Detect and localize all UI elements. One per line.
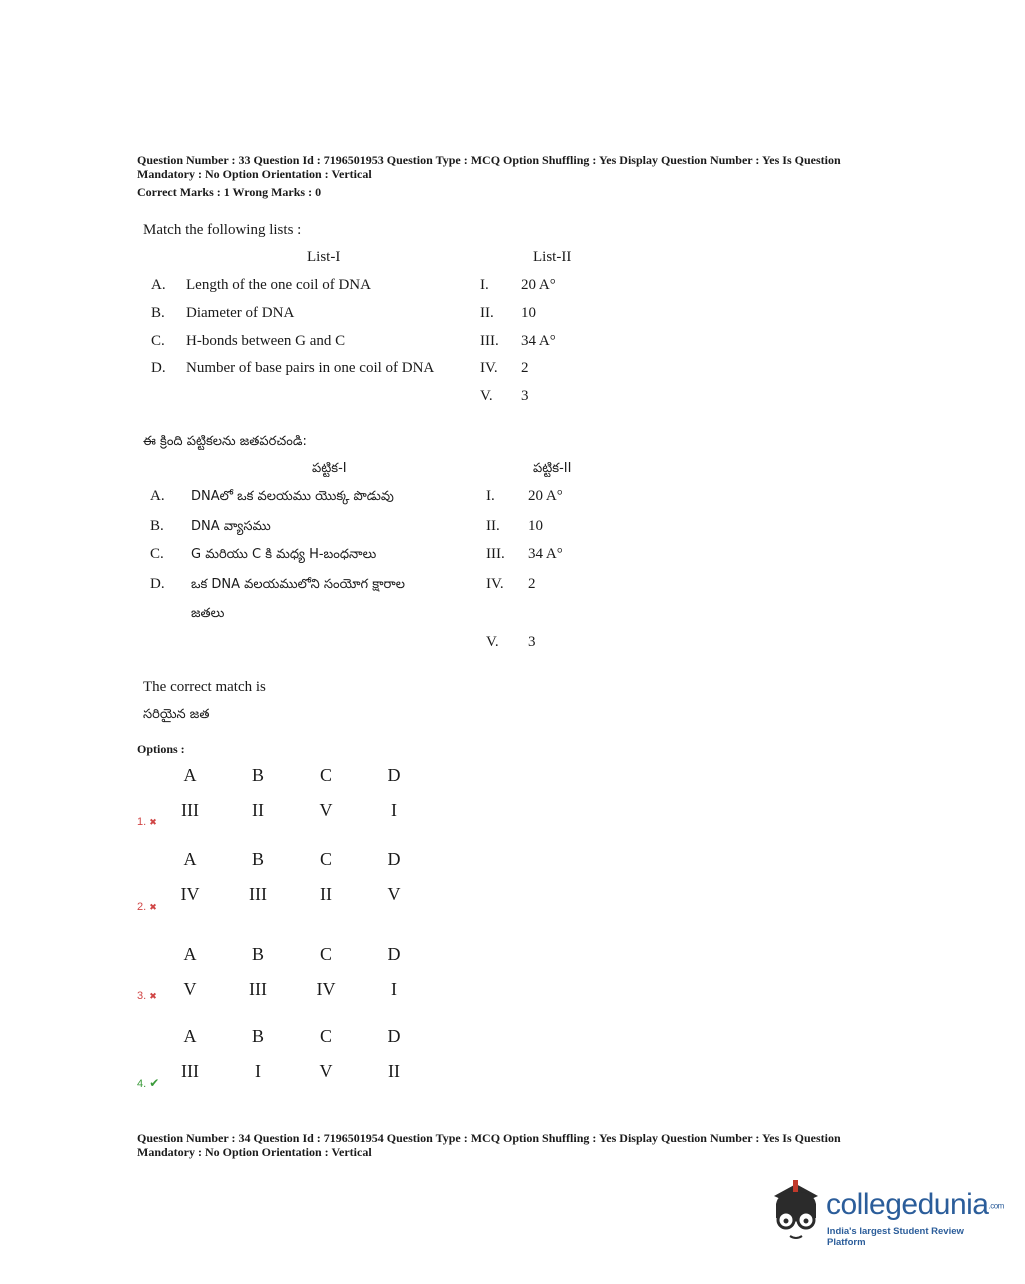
q34-meta-line-2: Mandatory : No Option Orientation : Vertical (137, 1145, 372, 1159)
te-question-intro: ఈ క్రింది పట్టికలను జతపరచండి: (143, 434, 307, 449)
list1-item: Diameter of DNA (186, 305, 295, 321)
list1-item: H-bonds between G and C (186, 333, 346, 349)
option-value: IV (316, 979, 336, 999)
list2-key: IV. (480, 360, 498, 376)
list1-key: B. (151, 305, 165, 321)
te-list2-item: 10 (528, 518, 543, 534)
list2-item: 34 A° (521, 333, 556, 349)
option-col-header: B (251, 849, 264, 869)
te-list1-header: పట్టిక-I (312, 461, 347, 476)
option-value: I (255, 1061, 261, 1081)
option-col-header: B (251, 1026, 264, 1046)
te-list2-item: 2 (528, 576, 536, 592)
option-value: III (181, 800, 199, 820)
option-number-text: 3. (137, 990, 147, 1002)
option-value: V (387, 884, 401, 904)
logo-tagline: India's largest Student Review Platform (827, 1226, 964, 1248)
logo-name: collegedunia (826, 1188, 989, 1221)
correct-check-icon: ✔ (149, 1076, 160, 1090)
list2-key: III. (480, 333, 499, 349)
logo-suffix: .com (988, 1201, 1004, 1211)
option-number-text: 2. (137, 901, 147, 913)
te-list2-key: II. (486, 518, 500, 534)
logo-wordmark (826, 1188, 1004, 1222)
te-list2-item: 20 A° (528, 488, 563, 504)
list2-item: 10 (521, 305, 536, 321)
option-number (137, 990, 157, 1002)
option-number (137, 1076, 159, 1090)
q33-meta-line-1: Question Number : 33 Question Id : 7196501953 Question Type : MCQ Option Shuffling : Yes Display Question Number : Yes Is Question (137, 153, 841, 167)
option-col-header: A (183, 944, 197, 964)
te-list2-item: 3 (528, 634, 536, 650)
te-list1-item: DNAలో ఒక వలయము యొక్క పొడువు (191, 489, 394, 504)
list2-item: 2 (521, 360, 529, 376)
prompt-telugu: సరియైన జత (143, 707, 210, 722)
option-col-header: B (251, 765, 264, 785)
te-list2-key: III. (486, 546, 505, 562)
list2-key: I. (480, 277, 489, 293)
q34-meta-line-1: Question Number : 34 Question Id : 7196501954 Question Type : MCQ Option Shuffling : Yes Display Question Number : Yes Is Question (137, 1131, 841, 1145)
options-label: Options : (137, 742, 185, 756)
te-list1-key: C. (150, 546, 164, 562)
option-col-header: A (183, 849, 197, 869)
option-value: I (391, 800, 397, 820)
te-list1-key: D. (150, 576, 165, 592)
option-value: IV (180, 884, 200, 904)
list2-key: V. (480, 388, 493, 404)
list1-item: Number of base pairs in one coil of DNA (186, 360, 435, 376)
option-col-header: D (387, 765, 401, 785)
option-col-header: D (387, 1026, 401, 1046)
list2-header: List-II (533, 249, 572, 265)
list2-item: 20 A° (521, 277, 556, 293)
prompt-english: The correct match is (143, 679, 266, 695)
option-col-header: C (319, 1026, 332, 1046)
option-value: III (249, 884, 267, 904)
option-value: V (183, 979, 197, 999)
list2-item: 3 (521, 388, 529, 404)
option-col-header: D (387, 849, 401, 869)
option-number-text: 1. (137, 816, 147, 828)
list1-key: D. (151, 360, 166, 376)
option-value: III (181, 1061, 199, 1081)
te-list2-key: IV. (486, 576, 504, 592)
option-number (137, 816, 157, 828)
option-col-header: D (387, 944, 401, 964)
te-list1-item: DNA వ్యాసము (191, 519, 271, 534)
q33-marks: Correct Marks : 1 Wrong Marks : 0 (137, 185, 322, 199)
question-intro: Match the following lists : (143, 222, 302, 238)
te-list2-key: V. (486, 634, 499, 650)
wrong-cross-icon: ✖ (149, 817, 157, 827)
collegedunia-logo (766, 1178, 1004, 1248)
te-list1-item-continued: జతలు (191, 606, 225, 621)
option-value: V (319, 800, 333, 820)
list1-item: Length of the one coil of DNA (186, 277, 371, 293)
q33-meta-line-2: Mandatory : No Option Orientation : Vertical (137, 167, 372, 181)
option-col-header: A (183, 1026, 197, 1046)
list2-key: II. (480, 305, 494, 321)
list1-header: List-I (307, 249, 341, 265)
option-number-text: 4. (137, 1078, 147, 1090)
option-value: II (388, 1061, 400, 1081)
option-value: III (249, 979, 267, 999)
list1-key: C. (151, 333, 165, 349)
option-col-header: A (183, 765, 197, 785)
option-col-header: C (319, 944, 332, 964)
mascot-icon (766, 1178, 824, 1246)
te-list1-item: G మరియు C కి మధ్య H-బంధనాలు (191, 547, 377, 562)
option-value: II (252, 800, 264, 820)
wrong-cross-icon: ✖ (149, 902, 157, 912)
option-value: II (320, 884, 332, 904)
list1-key: A. (151, 277, 166, 293)
option-col-header: B (251, 944, 264, 964)
option-value: I (391, 979, 397, 999)
option-number (137, 901, 157, 913)
option-value: V (319, 1061, 333, 1081)
te-list1-key: B. (150, 518, 164, 534)
te-list2-item: 34 A° (528, 546, 563, 562)
te-list2-key: I. (486, 488, 495, 504)
te-list1-item: ఒక DNA వలయములోని సంయోగ క్షారాల (191, 577, 405, 592)
wrong-cross-icon: ✖ (149, 991, 157, 1001)
option-col-header: C (319, 849, 332, 869)
te-list2-header: పట్టిక-II (533, 461, 572, 476)
option-col-header: C (319, 765, 332, 785)
te-list1-key: A. (150, 488, 165, 504)
